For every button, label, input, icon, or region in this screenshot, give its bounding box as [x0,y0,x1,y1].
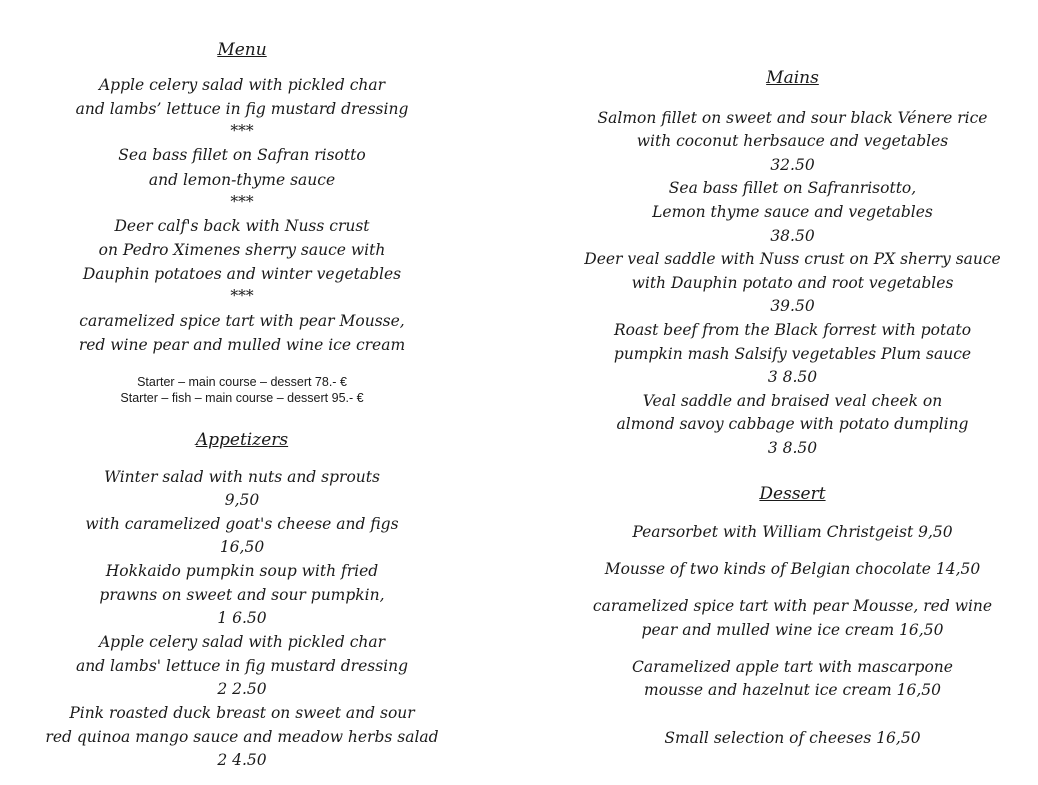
appetizer-line: Pink roasted duck breast on sweet and sour [69,704,415,722]
mains-line: Sea bass fillet on Safranrisotto, [668,179,917,197]
mains-line: with Dauphin potato and root vegetables [631,274,954,292]
mains-line: pumpkin mash Salsify vegetables Plum sauce [613,345,972,363]
menu-line: Sea bass fillet on Safran risotto [118,146,366,164]
menu-line: and lemon-thyme sauce [148,171,336,189]
menu-line: red wine pear and mulled wine ice cream [78,336,406,354]
menu-line: caramelized spice tart with pear Mousse, [79,312,405,330]
appetizer-price: 2 4.50 [217,751,267,769]
dessert-line: Pearsorbet with William Christgeist 9,50 [632,523,953,541]
mains-price: 3 8.50 [767,439,818,457]
dessert-line: caramelized spice tart with pear Mousse, red wine [592,597,993,615]
menu-separator: *** [230,287,254,305]
appetizer-price: 9,50 [224,491,260,509]
mains-line: almond savoy cabbage with potato dumpling [616,415,969,433]
mains-price: 32.50 [770,156,815,174]
appetizer-line: prawns on sweet and sour pumpkin, [99,586,385,604]
appetizer-price: 2 2.50 [217,680,267,698]
dessert-line: mousse and hazelnut ice cream 16,50 [644,681,941,699]
dessert-line: Caramelized apple tart with mascarpone [632,658,953,676]
appetizer-line: Winter salad with nuts and sprouts [104,468,380,486]
menu-line: Apple celery salad with pickled char [98,76,386,94]
menu-line: Deer calf's back with Nuss crust [114,217,370,235]
appetizer-line: Apple celery salad with pickled char [98,633,386,651]
appetizer-line: and lambs' lettuce in fig mustard dressing [75,657,409,675]
mains-line: Salmon fillet on sweet and sour black Vénere rice [597,109,988,127]
menu-separator: *** [230,193,254,211]
menu-line: and lambs’ lettuce in fig mustard dressing [75,100,409,118]
appetizer-price: 1 6.50 [217,609,267,627]
menu-separator: *** [230,122,254,140]
menu-heading: Menu [217,40,267,60]
mains-price: 39.50 [770,297,815,315]
appetizers-heading: Appetizers [195,430,289,450]
mains-line: Veal saddle and braised veal cheek on [642,392,943,410]
mains-heading: Mains [766,68,819,88]
mains-price: 38.50 [770,227,815,245]
mains-line: with coconut herbsauce and vegetables [636,132,949,150]
mains-line: Roast beef from the Black forrest with potato [613,321,972,339]
appetizer-line: red quinoa mango sauce and meadow herbs salad [45,728,439,746]
appetizer-price: 16,50 [219,538,265,556]
menu-line: on Pedro Ximenes sherry sauce with [98,241,386,259]
dessert-line: Mousse of two kinds of Belgian chocolate 14,50 [604,560,981,578]
dessert-heading: Dessert [759,484,826,504]
dessert-line: Small selection of cheeses 16,50 [664,729,921,747]
menu-line: Dauphin potatoes and winter vegetables [82,265,402,283]
appetizer-line: Hokkaido pumpkin soup with fried [105,562,379,580]
menu-price-3-course: Starter – main course – dessert 78.- € [137,375,347,389]
dessert-line: pear and mulled wine ice cream 16,50 [641,621,944,639]
menu-price-4-course: Starter – fish – main course – dessert 95.- € [120,391,364,405]
mains-price: 3 8.50 [767,368,818,386]
mains-line: Lemon thyme sauce and vegetables [652,203,933,221]
mains-line: Deer veal saddle with Nuss crust on PX sherry sauce [584,250,1001,268]
appetizer-line: with caramelized goat's cheese and figs [85,515,399,533]
